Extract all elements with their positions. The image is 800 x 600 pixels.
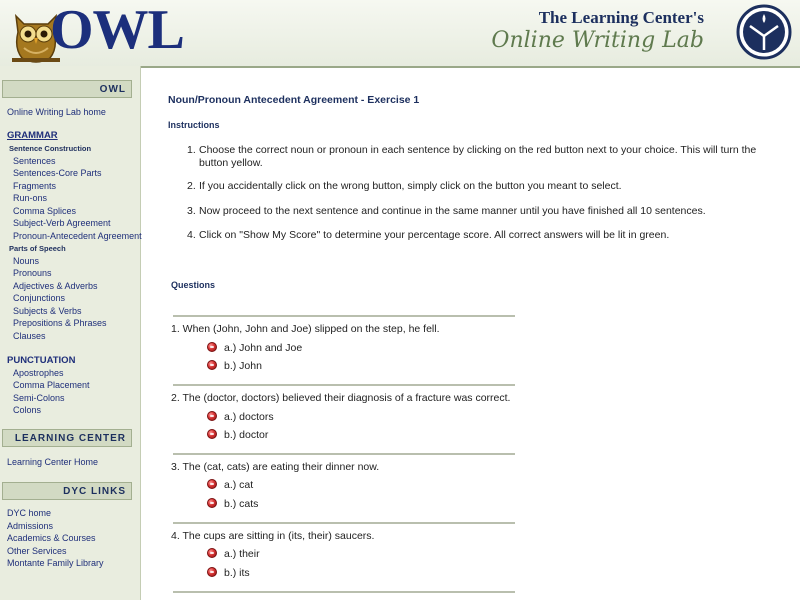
owl-wordmark: OWL [50,0,184,61]
answer-option[interactable] [207,548,260,560]
sidebar-link-colons[interactable]: Colons [13,405,42,415]
sidebar-link-nouns[interactable]: Nouns [13,256,40,266]
sidebar-link-sentences[interactable]: Sentences [13,156,56,166]
sidebar-link-dyc-home[interactable]: DYC home [7,508,52,518]
instruction-number: 3. [187,205,196,217]
answer-option[interactable] [207,360,262,372]
instruction-number: 1. [187,144,196,156]
college-seal-icon[interactable] [736,4,792,60]
sidebar-heading-owl: OWL [2,80,132,98]
answer-option-label: a.) cat [224,479,254,491]
sidebar-link-conjunctions[interactable]: Conjunctions [13,293,66,303]
sidebar-subheading-sentence-construction: Sentence Construction [9,144,92,153]
answer-option[interactable] [207,479,253,491]
red-radio-button-icon[interactable] [207,479,217,489]
red-radio-button-icon[interactable] [207,548,217,558]
sidebar-link-comma-splices[interactable]: Comma Splices [13,206,77,216]
instruction-item [187,229,777,242]
sidebar-link-academics-courses[interactable]: Academics & Courses [7,533,96,543]
sidebar-link-montante-family-library[interactable]: Montante Family Library [7,558,104,568]
sidebar-link-apostrophes[interactable]: Apostrophes [13,368,64,378]
site-header [0,0,800,68]
instruction-text: If you accidentally click on the wrong button, simply click on the button you meant to select. [199,180,622,192]
sidebar-link-semi-colons[interactable]: Semi-Colons [13,393,65,403]
sidebar-section-punctuation[interactable]: PUNCTUATION [7,355,76,366]
question-divider [173,315,515,317]
sidebar-link-pronouns[interactable]: Pronouns [13,268,52,278]
main-content [141,66,800,600]
answer-option-label: b.) doctor [224,429,269,441]
sidebar-section-grammar[interactable]: GRAMMAR [7,130,58,141]
answer-option[interactable] [207,342,302,354]
sidebar-link-learning-center-home[interactable]: Learning Center Home [7,457,99,467]
questions-label: Questions [171,280,216,290]
sidebar-link-sentences-core-parts[interactable]: Sentences-Core Parts [13,168,102,178]
instruction-number: 4. [187,229,196,241]
sidebar-heading-learning-center: LEARNING CENTER [2,429,132,447]
sidebar-link-subjects-verbs[interactable]: Subjects & Verbs [13,306,82,316]
page-title: Noun/Pronoun Antecedent Agreement - Exercise 1 [168,94,420,106]
instruction-item [187,144,777,170]
sidebar-link-clauses[interactable]: Clauses [13,331,46,341]
instruction-text: Click on "Show My Score" to determine your percentage score. All correct answers will be lit in green. [199,229,670,241]
instruction-item [187,180,777,193]
sidebar-link-other-services[interactable]: Other Services [7,546,67,556]
question-divider [173,522,515,524]
answer-option-label: b.) John [224,360,262,372]
sidebar-link-admissions[interactable]: Admissions [7,521,54,531]
instruction-item [187,205,777,218]
red-radio-button-icon[interactable] [207,360,217,370]
sidebar-link-prepositions-phrases[interactable]: Prepositions & Phrases [13,318,107,328]
answer-option-label: b.) its [224,567,250,579]
answer-option-label: b.) cats [224,498,259,510]
sidebar [0,66,141,600]
sidebar-link-comma-placement[interactable]: Comma Placement [13,380,90,390]
online-writing-lab-subtitle: Online Writing Lab [491,28,704,53]
question-text: 4. The cups are sitting in (its, their) saucers. [171,530,375,542]
instruction-text: Now proceed to the next sentence and continue in the same manner until you have finished all 10 sentences. [199,205,706,217]
red-radio-button-icon[interactable] [207,429,217,439]
answer-option-label: a.) doctors [224,411,274,423]
question-divider [173,591,515,593]
sidebar-link-run-ons[interactable]: Run-ons [13,193,48,203]
answer-option[interactable] [207,567,250,579]
question-divider [173,384,515,386]
answer-option[interactable] [207,411,274,423]
question-text: 3. The (cat, cats) are eating their dinner now. [171,461,380,473]
instruction-text: Choose the correct noun or pronoun in each sentence by clicking on the red button next to your choice. This will turn the button yellow. [199,144,757,169]
sidebar-link-subject-verb-agreement[interactable]: Subject-Verb Agreement [13,218,111,228]
answer-option[interactable] [207,429,268,441]
answer-option[interactable] [207,498,258,510]
red-radio-button-icon[interactable] [207,498,217,508]
instruction-number: 2. [187,180,196,192]
sidebar-link-fragments[interactable]: Fragments [13,181,57,191]
red-radio-button-icon[interactable] [207,411,217,421]
sidebar-link-adjectives-adverbs[interactable]: Adjectives & Adverbs [13,281,98,291]
sidebar-link-owl-home[interactable]: Online Writing Lab home [7,107,106,117]
sidebar-link-pronoun-antecedent-agreement[interactable]: Pronoun-Antecedent Agreement [13,231,142,241]
answer-option-label: a.) their [224,548,260,560]
sidebar-subheading-parts-of-speech: Parts of Speech [9,244,66,253]
instructions-label: Instructions [168,120,220,130]
sidebar-heading-dyc-links: DYC LINKS [2,482,132,500]
owl-logo[interactable] [6,0,184,62]
red-radio-button-icon[interactable] [207,567,217,577]
question-text: 2. The (doctor, doctors) believed their diagnosis of a fracture was correct. [171,392,511,404]
question-text: 1. When (John, John and Joe) slipped on the step, he fell. [171,323,440,335]
answer-option-label: a.) John and Joe [224,342,303,354]
learning-center-title: The Learning Center's [538,8,704,27]
question-divider [173,453,515,455]
red-radio-button-icon[interactable] [207,342,217,352]
